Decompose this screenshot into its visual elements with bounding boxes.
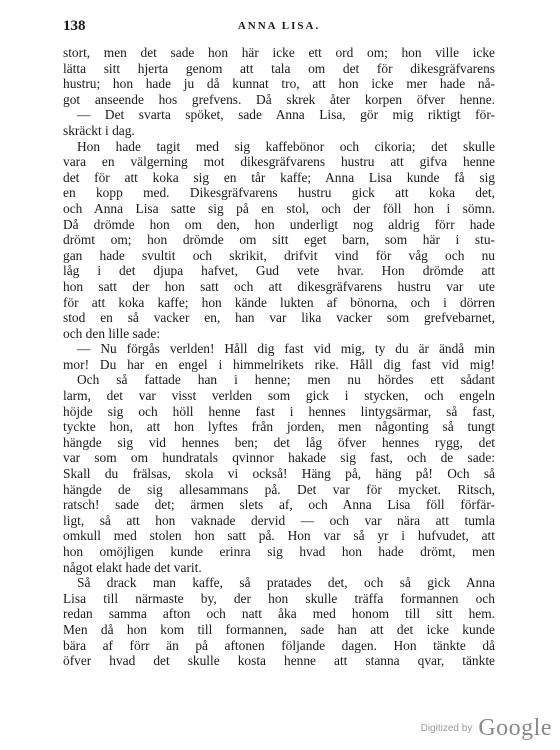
text-line: Men då hon kom till formannen, sade han att det icke kunde [63, 621, 495, 637]
text-line: got anseende hos grefvens. Då skrek åter korpen öfver henne. [63, 91, 495, 107]
text-line: stort, men det sade hon här icke ett ord om; hon ville icke [63, 45, 495, 60]
text-line: Lisa till närmaste by, der hon skulle träffa formannen och [63, 590, 495, 606]
running-title: ANNA LISA. [237, 20, 321, 32]
text-line: Så drack man kaffe, så pratades det, och så gick Anna [77, 575, 495, 591]
text-line: hustru; hon hade ju då kunnat tro, att hon icke mer hade nå- [63, 76, 495, 92]
text-line: höjde sig och höll henne fast i hennes lintygsärmar, så fast, [63, 403, 495, 419]
text-line: öfver hvad det skulle kosta henne att stanna qvar, tänkte [63, 653, 495, 669]
text-line: något elakt hade det varit. [63, 559, 202, 575]
text-line: hängde de sig allesammans på. Det var för mycket. Ritsch, [63, 481, 495, 497]
text-line: — Det svarta spöket, sade Anna Lisa, gör mig riktigt för- [77, 107, 495, 123]
text-line: mor! Du har en engel i himmelrikets rike. Håll dig fast vid mig! [63, 356, 495, 372]
text-line: Och så fattade han i henne; men nu hördes ett sådant [77, 372, 495, 388]
digitization-watermark [421, 708, 552, 748]
text-line: var som om hundratals qvinnor hakade sig fast, och de sade: [63, 450, 495, 466]
text-line: hon satt der hon satt och att dikesgräfvarens hustru var ute [63, 278, 495, 294]
text-line: vara en välgerning mot dikesgräfvarens hustru att gifva henne [63, 154, 495, 170]
text-line: Hon hade tagit med sig kaffebönor och cikoria; det skulle [77, 138, 495, 154]
page-header [63, 18, 495, 38]
text-line: och den lille sade: [63, 325, 161, 341]
text-line: skräckt i dag. [63, 122, 135, 138]
text-line: Då drömde hon om den, hon underligt nog aldrig förr hade [63, 216, 495, 232]
text-line: Skall du frälsas, skola vi också! Häng på, häng på! Och så [63, 466, 495, 482]
text-line: en kopp med. Dikesgräfvarens hustru gick att koka det, [63, 185, 495, 201]
text-line: hängde sig vid hennes ben; det låg öfver hennes rygg, det [63, 434, 495, 450]
text-line: låg i det djupa hafvet, Gud vete hvar. Hon drömde att [63, 263, 495, 279]
text-line: redan samma afton och natt åka med honom till sitt hem. [63, 606, 495, 622]
text-line: gan hade svultit och skrikit, drifvit vind för våg och nu [63, 247, 495, 263]
text-line: ratsch! sade det; ärmen slets af, och Anna Lisa föll förfär- [63, 497, 495, 513]
text-line: och Anna Lisa satte sig på en stol, och der föll hon i sömn. [63, 200, 495, 216]
text-line: — Nu förgås verlden! Håll dig fast vid mig, ty du är ändå min [77, 341, 495, 357]
text-line: för att koka kaffe; hon kände lukten af bönorna, och i dörren [63, 294, 495, 310]
text-line: tyckte hon, att hon lyftes från jorden, men någonting så tungt [63, 419, 495, 435]
text-line: det för att koka sig en tår kaffe; Anna Lisa kunde få sig [63, 169, 495, 185]
text-line: omkull med stolen hon satt på. Hon var så yr i hufvudet, att [63, 528, 495, 544]
body-text [63, 45, 495, 669]
text-line: bära af förr än på aftonen följande dagen. Hon tänkte då [63, 637, 495, 653]
text-line: larm, det var visst verlden som gick i stycken, och engeln [63, 388, 495, 404]
text-line: stod en så vacker en, han var lika vacker som grefvebarnet, [63, 310, 495, 326]
text-line: hon omöjligen kunde erinra sig hvad hon hade drömt, men [63, 544, 495, 559]
google-logo: Google [478, 714, 552, 741]
text-line: drömt om; hon drömde om sitt eget barn, som här i stu- [63, 232, 495, 248]
text-line: ligt, så att hon vaknade dervid — och var nära att tumla [63, 512, 495, 528]
page-number: 138 [63, 18, 86, 34]
text-line: lätta sitt hjerta genom att tala om det för dikesgräfvarens [63, 60, 495, 76]
digitized-label: Digitized by [420, 722, 473, 734]
